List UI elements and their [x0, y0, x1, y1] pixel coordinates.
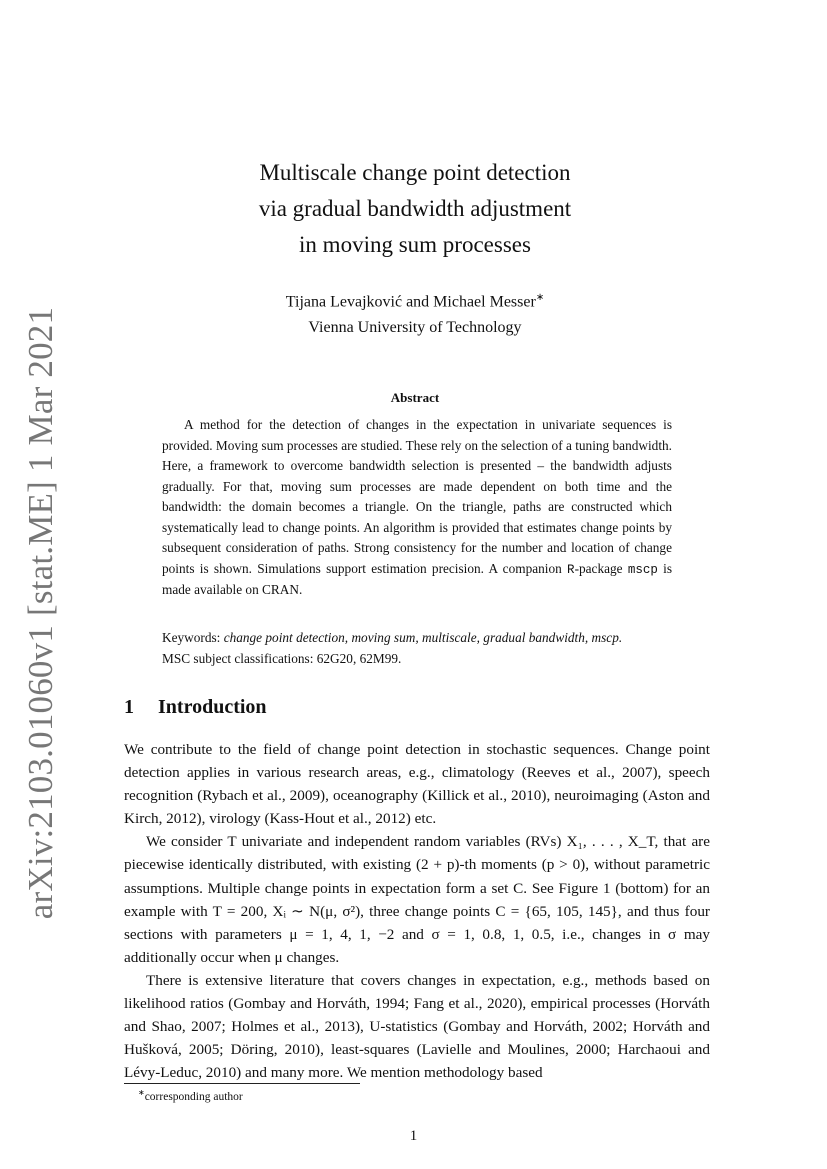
author-block [150, 285, 680, 341]
author-names-text: Tijana Levajković and Michael Messer [285, 293, 536, 311]
keywords-line [162, 628, 682, 649]
footnote-marker: ∗ [138, 1088, 145, 1097]
msc-classifications: MSC subject classifications: 62G20, 62M99. [162, 650, 402, 666]
abstract-text-end: is made available on CRAN. [162, 560, 672, 597]
body-paragraph-1: We contribute to the field of change point detection in stochastic sequences. Change point detection applies in various research areas, e.g., climatology (Reeves et al., 2007), speech recognition (Rybach et al., 2009), oceanography (Killick et al., 2010), neuroimaging (Aston and Kirch, 2012), virology (Kass-Hout et al., 2012) etc. [124, 741, 710, 828]
arxiv-side-stamp [18, 306, 64, 919]
abstract-text-main: A method for the detection of changes in the expectation in univariate sequences is provided. Moving sum processes are studied. These rely on the selection of a tuning bandwidth. Here, a framework to overcome bandwidth selection is presented – the bandwidth adjusts gradually. For that, moving sum processes are made dependent on both time and the bandwidth: the domain becomes a triangle. On the triangle, paths are constructed which systematically lead to change points. An algorithm is provided that estimates change points by subsequent consideration of paths. Strong consistency for the number and location of change points is shown. Simulations support estimation precision. A companion [162, 417, 672, 576]
keywords-block [162, 628, 682, 669]
body-text [124, 738, 710, 1084]
footnote-text: corresponding author [144, 1090, 243, 1103]
author-affiliation: Vienna University of Technology [308, 319, 522, 337]
title-line-3: in moving sum processes [299, 232, 531, 257]
page-number: 1 [409, 1128, 418, 1144]
keywords-terms: change point detection, moving sum, multiscale, gradual bandwidth, mscp. [223, 630, 623, 645]
abstract-heading: Abstract [390, 390, 440, 405]
title-line-2: via gradual bandwidth adjustment [258, 196, 572, 221]
abstract-text [162, 415, 672, 601]
footnote [138, 1088, 243, 1103]
section-number: 1 [124, 696, 134, 718]
section-title: Introduction [158, 696, 267, 718]
section-heading [124, 696, 267, 719]
author-names [150, 285, 680, 315]
body-paragraph-3: There is extensive literature that covers changes in expectation, e.g., methods based on likelihood ratios (Gombay and Horváth, 1994; Fang et al., 2020), empirical processes (Horváth and Shao, 2007; Holmes et al., 2013), U-statistics (Gombay and Horváth, 2002; Horváth and Hušková, 2005; Döring, 2010), least-squares (Lavielle and Moulines, 2000; Harchaoui and Lévy-Leduc, 2010) and many more. We mention methodology based [124, 971, 710, 1082]
arxiv-identifier: arXiv:2103.01060v1 [stat.ME] 1 Mar 2021 [21, 306, 61, 919]
author-footnote-marker: ∗ [535, 292, 545, 303]
paper-title [150, 155, 680, 263]
abstract-text-mid: -package [574, 560, 628, 576]
title-line-1: Multiscale change point detection [259, 160, 571, 185]
abstract-code-r: R [567, 562, 575, 577]
keywords-label: Keywords: [162, 630, 224, 645]
abstract-code-package: mscp [627, 562, 658, 577]
footnote-rule [124, 1083, 360, 1084]
body-paragraph-2: We consider T univariate and independent random variables (RVs) X₁, . . . , X_T, that are piecewise identically distributed, with existing (2 + p)-th moments (p > 0), without parametric assumptions. Multiple change points in expectation form a set C. See Figure 1 (bottom) for an example with T = 200, Xᵢ ∼ N(μ, σ²), three change points C = {65, 105, 145}, and thus four sections with parameters μ = 1, 4, 1, −2 and σ = 1, 0.8, 1, 0.5, i.e., changes in σ may additionally occur when μ changes. [124, 833, 710, 966]
